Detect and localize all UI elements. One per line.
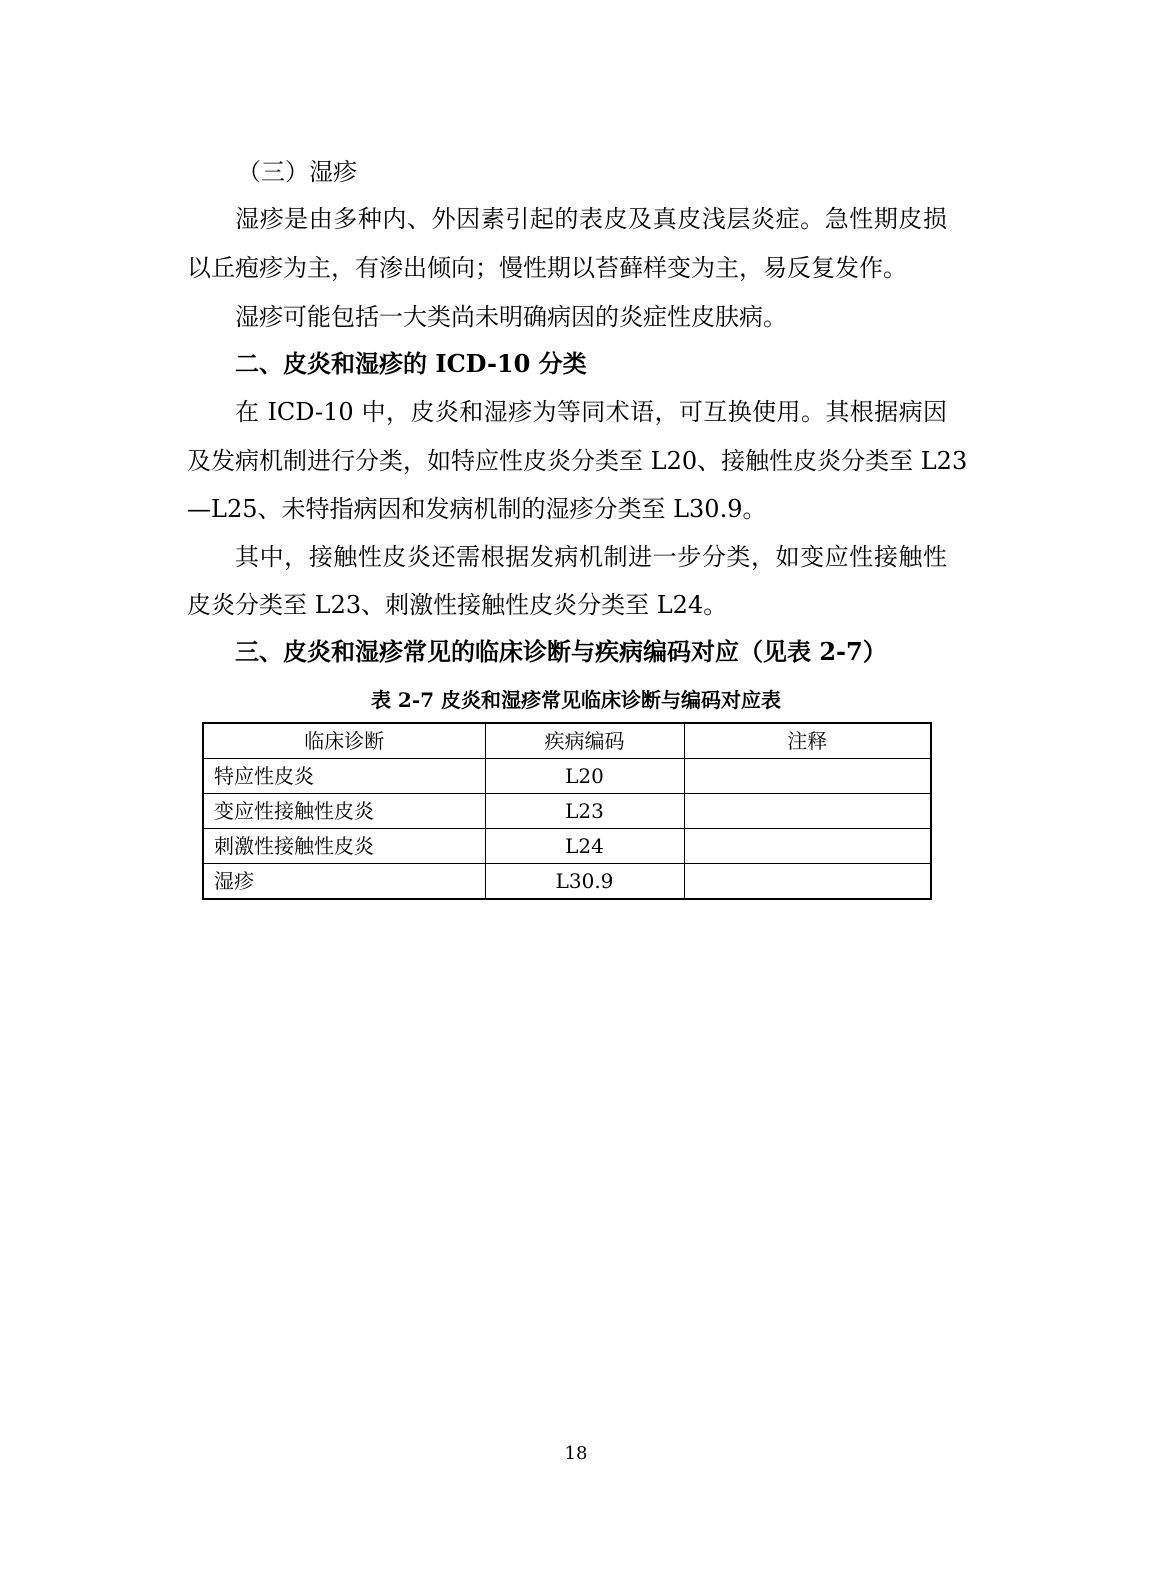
paragraph-eczema-definition-line-2: 以丘疱疹为主，有渗出倾向；慢性期以苔藓样变为主，易反复发作。 xyxy=(187,254,907,282)
cell-note xyxy=(684,829,931,864)
table-row xyxy=(203,794,931,829)
cell-note xyxy=(684,794,931,829)
heading-clinical-code-mapping: 三、皮炎和湿疹常见的临床诊断与疾病编码对应（见表 2-7） xyxy=(235,637,887,666)
cell-code: L23 xyxy=(485,794,684,829)
section-heading-eczema: （三）湿疹 xyxy=(237,158,357,186)
cell-diagnosis: 特应性皮炎 xyxy=(203,759,485,794)
heading-icd10-classification: 二、皮炎和湿疹的 ICD-10 分类 xyxy=(235,349,587,378)
paragraph-icd10-line-3: —L25、未特指病因和发病机制的湿疹分类至 L30.9。 xyxy=(187,495,767,523)
column-header-code: 疾病编码 xyxy=(485,723,684,759)
paragraph-eczema-scope: 湿疹可能包括一大类尚未明确病因的炎症性皮肤病。 xyxy=(235,303,787,331)
column-header-diagnosis: 临床诊断 xyxy=(203,723,485,759)
paragraph-contact-dermatitis-line-2: 皮炎分类至 L23、刺激性接触性皮炎分类至 L24。 xyxy=(187,591,728,619)
column-header-note: 注释 xyxy=(684,723,931,759)
cell-note xyxy=(684,759,931,794)
cell-diagnosis: 刺激性接触性皮炎 xyxy=(203,829,485,864)
table-row xyxy=(203,759,931,794)
cell-note xyxy=(684,864,931,900)
paragraph-contact-dermatitis-line-1: 其中，接触性皮炎还需根据发病机制进一步分类，如变应性接触性 xyxy=(235,543,947,571)
table-header-row xyxy=(203,723,931,759)
page-number: 18 xyxy=(564,1443,588,1464)
table-caption: 表 2-7 皮炎和湿疹常见临床诊断与编码对应表 xyxy=(370,688,782,712)
table-row xyxy=(203,864,931,900)
cell-diagnosis: 变应性接触性皮炎 xyxy=(203,794,485,829)
table-row xyxy=(203,829,931,864)
paragraph-eczema-definition-line-1: 湿疹是由多种内、外因素引起的表皮及真皮浅层炎症。急性期皮损 xyxy=(235,205,947,233)
cell-code: L30.9 xyxy=(485,864,684,900)
cell-code: L20 xyxy=(485,759,684,794)
diagnosis-code-table xyxy=(202,722,932,900)
cell-diagnosis: 湿疹 xyxy=(203,864,485,900)
cell-code: L24 xyxy=(485,829,684,864)
paragraph-icd10-line-2: 及发病机制进行分类，如特应性皮炎分类至 L20、接触性皮炎分类至 L23 xyxy=(187,447,968,475)
paragraph-icd10-line-1: 在 ICD-10 中，皮炎和湿疹为等同术语，可互换使用。其根据病因 xyxy=(235,398,947,426)
